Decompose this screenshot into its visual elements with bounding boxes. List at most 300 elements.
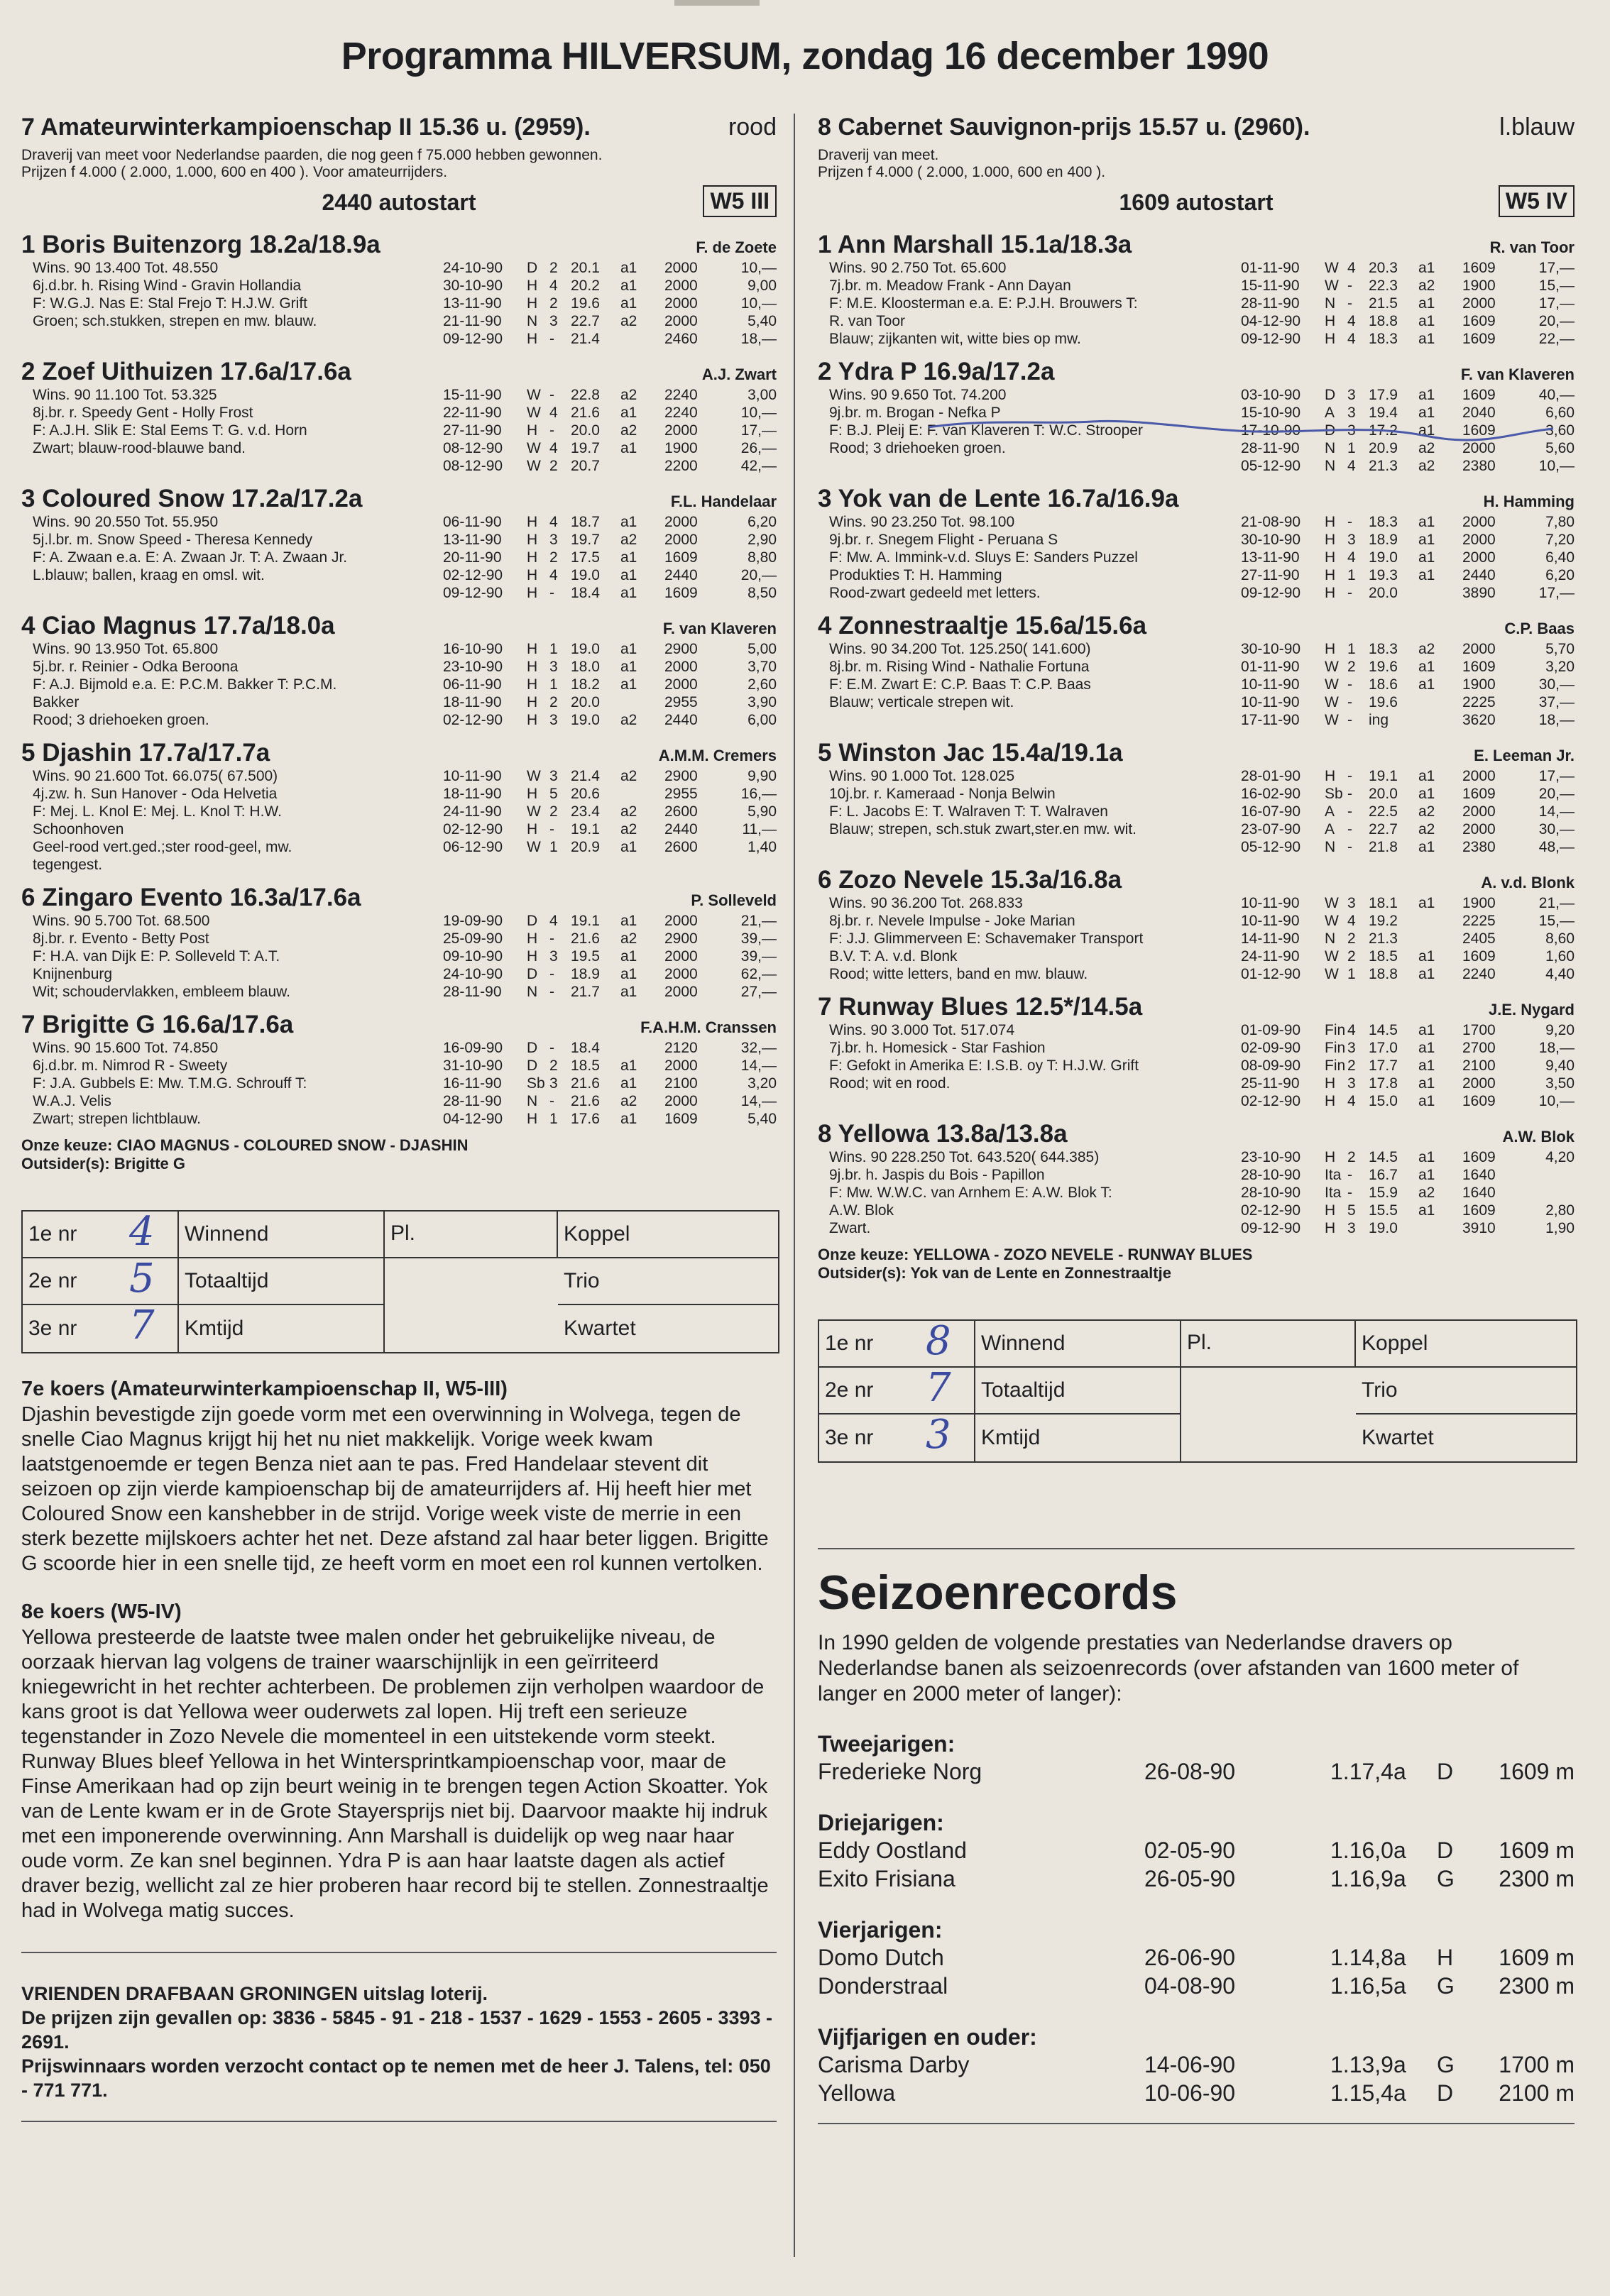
race-cell: 2,90 <box>748 532 777 548</box>
race-cell: 20.9 <box>1369 440 1398 456</box>
race-cell: a1 <box>1418 786 1435 802</box>
horse-name: 1 Ann Marshall 15.1a/18.3a <box>818 231 1132 258</box>
race-cell: 02-12-90 <box>1241 1202 1301 1219</box>
race-cell: H <box>527 786 538 802</box>
horse-name: 6 Zingaro Evento 16.3a/17.6a <box>21 884 361 911</box>
info-line: F: M.E. Kloosterman e.a. E: P.J.H. Brouwers T: <box>829 295 1138 312</box>
race-cell: H <box>527 514 538 530</box>
horse-name: 3 Coloured Snow 17.2a/17.2a <box>21 485 363 512</box>
horse-title-row <box>818 485 1575 513</box>
race-cell: - <box>549 966 554 982</box>
race-cell: 01-11-90 <box>1241 659 1300 675</box>
race-cell: 39,— <box>740 930 777 947</box>
horse-driver: E. Leeman Jr. <box>1474 747 1575 764</box>
race-cell: 2700 <box>1462 1040 1496 1056</box>
horse-driver: A.W. Blok <box>1502 1128 1575 1146</box>
race-result-row <box>443 386 777 404</box>
race-cell: 5 <box>549 786 558 802</box>
horse-body <box>21 640 777 729</box>
season-record-row <box>818 2079 1575 2107</box>
horse-title-row <box>818 358 1575 386</box>
record-cell: Domo Dutch <box>818 1945 944 1970</box>
race-cell: a1 <box>1418 659 1435 675</box>
race-cell: 39,— <box>740 948 777 965</box>
race-result-row <box>443 549 777 566</box>
race-color: l.blauw <box>1499 114 1575 141</box>
race-cell: 1640 <box>1462 1185 1496 1201</box>
race-result-row <box>443 1039 777 1057</box>
race-cell: 2240 <box>664 405 698 421</box>
race-cell: 5,00 <box>748 641 777 657</box>
race-cell: W <box>1325 278 1339 294</box>
left-column <box>21 114 777 2122</box>
horse-entry <box>21 1011 777 1128</box>
race-cell: 1609 <box>664 1111 698 1127</box>
race-cell: 3620 <box>1462 712 1496 728</box>
race-cell: W <box>527 440 541 456</box>
race-cell: N <box>1325 458 1336 474</box>
record-cell: 14-06-90 <box>1144 2052 1236 2077</box>
race-cell: 21.6 <box>571 1075 600 1092</box>
race-result-row <box>1241 803 1575 820</box>
column-divider <box>794 114 795 2257</box>
horse-name: 5 Winston Jac 15.4a/19.1a <box>818 739 1123 767</box>
race-cell: W <box>1325 948 1339 965</box>
race-cell: 19.6 <box>1369 694 1398 710</box>
race-cell: a1 <box>1418 313 1435 329</box>
info-line: Wins. 90 228.250 Tot. 643.520( 644.385) <box>829 1149 1100 1165</box>
race-cell: 18.5 <box>1369 948 1398 965</box>
race-cell: 1 <box>549 839 558 855</box>
race-cell: 2000 <box>664 984 698 1000</box>
race-result-row <box>443 838 777 856</box>
race-cell: 9,00 <box>748 278 777 294</box>
horse-title-row <box>818 1120 1575 1148</box>
record-cell: 1700 m <box>1499 2052 1575 2077</box>
race-cell: 13-11-90 <box>1241 549 1300 566</box>
record-cell: Yellowa <box>818 2080 896 2106</box>
race-cell: 4 <box>1347 313 1356 329</box>
race-result-row <box>1241 965 1575 983</box>
race-cell: 24-10-90 <box>443 260 503 276</box>
race-cell: 01-11-90 <box>1241 260 1300 276</box>
race-result-row <box>1241 277 1575 295</box>
race-header <box>818 114 1575 141</box>
race-cell: H <box>527 930 538 947</box>
race-cell: 30-10-90 <box>443 278 503 294</box>
race-cell: W <box>1325 966 1339 982</box>
race-result-row <box>1241 640 1575 658</box>
race-cell: H <box>1325 514 1336 530</box>
race-cell: N <box>527 984 538 1000</box>
horse-driver: F.A.H.M. Cranssen <box>640 1018 777 1036</box>
race-result-row <box>443 404 777 422</box>
race-cell: 17.0 <box>1369 1040 1398 1056</box>
race-title: 7 Amateurwinterkampioenschap II 15.36 u. (2959). <box>21 114 591 141</box>
race-cell: 2000 <box>664 422 698 439</box>
race-cell: 28-01-90 <box>1241 768 1301 784</box>
record-cell: 1609 m <box>1499 1759 1575 1784</box>
season-category: Driejarigen: <box>818 1810 944 1835</box>
race-cell: 19.0 <box>571 641 600 657</box>
race-cell: H <box>1325 585 1336 601</box>
result-kmtijd: Kmtijd <box>179 1305 385 1352</box>
race-cell: 2440 <box>664 567 698 583</box>
race-cell: 09-10-90 <box>443 948 503 965</box>
race-cell: 4 <box>1347 549 1356 566</box>
start-row <box>818 185 1575 221</box>
horse-name: 1 Boris Buitenzorg 18.2a/18.9a <box>21 231 380 258</box>
race-cell: - <box>549 422 554 439</box>
info-line: F: Mw. W.W.C. van Arnhem E: A.W. Blok T: <box>829 1185 1112 1201</box>
race-cell: 19.1 <box>571 913 600 929</box>
race-cell: 19.7 <box>571 532 600 548</box>
record-cell: Eddy Oostland <box>818 1838 967 1863</box>
race-cell: 1 <box>1347 440 1356 456</box>
race-cell: a2 <box>620 422 637 439</box>
race-cell: 02-12-90 <box>443 821 503 837</box>
race-cell: a2 <box>620 803 637 820</box>
info-line: Produkties T: H. Hamming <box>829 567 1002 583</box>
result-2e-label: 2e nr 5 <box>23 1258 179 1305</box>
race-cell: a1 <box>620 585 637 601</box>
race-cell: 08-12-90 <box>443 440 503 456</box>
race-cell: 16-02-90 <box>1241 786 1301 802</box>
result-3e-label: 3e nr 3 <box>819 1415 975 1461</box>
race-cell: - <box>1347 514 1352 530</box>
race-cell: 05-12-90 <box>1241 458 1301 474</box>
race-cell: 05-12-90 <box>1241 839 1301 855</box>
race-cell: 2440 <box>664 821 698 837</box>
race-cell: 21.3 <box>1369 458 1398 474</box>
race-cell: 19-09-90 <box>443 913 503 929</box>
horse-title-row <box>818 231 1575 259</box>
info-line: Wins. 90 1.000 Tot. 128.025 <box>829 768 1015 784</box>
divider <box>818 2123 1575 2124</box>
info-line: Rood; wit en rood. <box>829 1075 951 1092</box>
race-cell: 5,60 <box>1545 440 1575 456</box>
divider <box>21 2121 777 2122</box>
info-line: Schoonhoven <box>33 821 124 837</box>
race-cell: a1 <box>1418 260 1435 276</box>
race-cell: 21.4 <box>571 331 600 347</box>
race-result-row <box>443 912 777 930</box>
info-line: Wins. 90 34.200 Tot. 125.250( 141.600) <box>829 641 1091 657</box>
race-cell: 1609 <box>1462 260 1496 276</box>
info-line: 5j.l.br. m. Snow Speed - Theresa Kennedy <box>33 532 313 548</box>
race-cell: 18.8 <box>1369 966 1398 982</box>
article-8-text: Yellowa presteerde de laatste twee malen onder het gebruikelijke niveau, de oorzaak hiervan lag volgens de trainer waarschijnlijk in een geïrriteerd kniegewricht in het rechter achterbeen. De problemen zijn verholpen waardoor de kans groot is dat Yellowa weer ouderwets zal lopen. Hij treft een serieuze tegenstander in Zozo Nevele die momenteel in een uitstekende vorm steekt. Runway Blues bleef Yellowa in het Wintersprintkampioenschap voor, maar de Finse Amerikaan had op zijn beurt weinig in te brengen tegen Action Skoatter. Yok van de Lente kwam er in de Grote Stayersprijs niet bij. Daarvoor maakte hij indruk met een imponerende overwinning. Ann Marshall is duidelijk op weg naar haar oude vorm. Ze kan snel beginnen. Ydra P is aan haar laatste dagen als actief draver bezig, wellicht zal ze hier proberen haar record bij te stellen. Zonnestraaltje had in Wolvega matig succes. <box>21 1626 769 1922</box>
race-result-row <box>1241 711 1575 729</box>
lottery-heading: VRIENDEN DRAFBAAN GRONINGEN uitslag loterij. <box>21 1983 488 2004</box>
race-cell: 18.1 <box>1369 895 1398 911</box>
race-cell <box>1418 693 1462 711</box>
race-cell: 3 <box>1347 405 1356 421</box>
article-7-heading: 7e koers (Amateurwinterkampioenschap II, W5-III) <box>21 1378 508 1400</box>
race-result-row <box>1241 1219 1575 1237</box>
race-cell: a1 <box>1418 532 1435 548</box>
race-cell: Fin <box>1325 1022 1346 1038</box>
race-cell: 4 <box>1347 1022 1356 1038</box>
race-cell: H <box>527 295 538 312</box>
horse-name: 4 Zonnestraaltje 15.6a/15.6a <box>818 612 1147 639</box>
race-result-row <box>443 785 777 803</box>
record-cell: D <box>1437 2080 1454 2106</box>
race-cell: 1609 <box>664 549 698 566</box>
race-cell: N <box>1325 839 1336 855</box>
record-cell: D <box>1437 1838 1454 1863</box>
horse-info <box>21 640 437 729</box>
race-cell: 2900 <box>664 641 698 657</box>
race-cell: 10-11-90 <box>1241 676 1300 693</box>
info-line: A.W. Blok <box>829 1202 894 1219</box>
race-cell: 1900 <box>1462 676 1496 693</box>
race-cell: 2 <box>549 549 558 566</box>
result-box-7 <box>21 1210 779 1353</box>
race-cell: 2200 <box>664 458 698 474</box>
race-cell: 18.7 <box>571 514 600 530</box>
race-cell: 15.5 <box>1369 1202 1398 1219</box>
race-cell: 21-08-90 <box>1241 514 1301 530</box>
result-kwartet: Kwartet <box>564 1317 636 1340</box>
season-record-row <box>818 1757 1575 1786</box>
race-cell: 2000 <box>1462 440 1496 456</box>
race-cell: a1 <box>620 641 637 657</box>
race-result-row <box>1241 1075 1575 1092</box>
info-line: F: W.G.J. Nas E: Stal Frejo T: H.J.W. Grift <box>33 295 308 312</box>
race-cell: 2000 <box>1462 1075 1496 1092</box>
race-cell: 10-11-90 <box>1241 895 1300 911</box>
race-cell: 40,— <box>1538 387 1575 403</box>
race-cell: 23-10-90 <box>1241 1149 1301 1165</box>
race-cell: a1 <box>620 1111 637 1127</box>
race-cell: a2 <box>620 712 637 728</box>
race-cell: N <box>527 313 538 329</box>
result-pl: Pl. <box>385 1212 558 1258</box>
race-cell: 15-11-90 <box>443 387 502 403</box>
info-line: Wins. 90 5.700 Tot. 68.500 <box>33 913 210 929</box>
race-cell <box>620 693 664 711</box>
horse-driver: J.E. Nygard <box>1488 1001 1575 1018</box>
race-cell: 2000 <box>664 514 698 530</box>
race-cell: 02-12-90 <box>443 712 503 728</box>
race-cell: 20.0 <box>571 694 600 710</box>
race-cell: H <box>527 659 538 675</box>
race-result-row <box>443 947 777 965</box>
horse-title-row <box>21 739 777 767</box>
race-cell: - <box>1347 1167 1352 1183</box>
race-cell: 5,40 <box>748 313 777 329</box>
season-record-row <box>818 2050 1575 2079</box>
season-records-intro: In 1990 gelden de volgende prestaties van Nederlandse dravers op Nederlandse banen als seizoenrecords (over afstanden van 1600 meter of langer en 2000 meter of langer): <box>818 1631 1519 1705</box>
race-cell: 3 <box>549 948 558 965</box>
race-cell: 2000 <box>1462 295 1496 312</box>
race-cell: H <box>527 585 538 601</box>
race-cell <box>620 330 664 348</box>
race-cell: 19.0 <box>571 712 600 728</box>
race-cell: 3 <box>549 313 558 329</box>
race-result-row <box>443 330 777 348</box>
race-cell: 21,— <box>1538 895 1575 911</box>
info-line: 4j.zw. h. Sun Hanover - Oda Helvetia <box>33 786 278 802</box>
result-pl: Pl. <box>1181 1321 1356 1368</box>
info-line: Bakker <box>33 694 80 710</box>
race-cell: 2900 <box>664 768 698 784</box>
race-cell: 02-12-90 <box>443 567 503 583</box>
info-line: Rood; witte letters, band en mw. blauw. <box>829 966 1088 982</box>
race-cell: 4,40 <box>1545 966 1575 982</box>
race-cell: a1 <box>1418 405 1435 421</box>
race-cell: H <box>527 278 538 294</box>
race-cell: 2000 <box>1462 641 1496 657</box>
race-cell: 2040 <box>1462 405 1496 421</box>
race-cell: 17.6 <box>571 1111 600 1127</box>
race-result-row <box>1241 676 1575 693</box>
race-cell: 18.0 <box>571 659 600 675</box>
race-cell: 2000 <box>664 1058 698 1074</box>
race-cell: a1 <box>1418 839 1435 855</box>
race-cell: H <box>1325 768 1336 784</box>
race-cell: H <box>527 948 538 965</box>
race-cell: 2000 <box>1462 803 1496 820</box>
race-cell: 1 <box>1347 567 1356 583</box>
race-result-row <box>443 1057 777 1075</box>
race-result-row <box>1241 894 1575 912</box>
record-cell: D <box>1437 1759 1454 1784</box>
handwritten-number: 5 <box>129 1256 155 1302</box>
race-cell: 48,— <box>1538 839 1575 855</box>
race-cell: 15,— <box>1538 278 1575 294</box>
race-cell: a1 <box>620 948 637 965</box>
horse-info <box>818 1021 1234 1110</box>
race-cell: 1 <box>549 641 558 657</box>
horse-title-row <box>818 993 1575 1021</box>
horse-body <box>21 1039 777 1128</box>
horse-title-row <box>21 612 777 640</box>
info-line: 6j.d.br. h. Rising Wind - Gravin Hollandia <box>33 278 302 294</box>
info-line: F: Mej. L. Knol E: Mej. L. Knol T: H.W. <box>33 803 282 820</box>
race-cell: 20.0 <box>1369 786 1398 802</box>
race-cell: a1 <box>620 278 637 294</box>
race-cell: 25-11-90 <box>1241 1075 1300 1092</box>
race-cell: H <box>527 1111 538 1127</box>
race-result-row <box>1241 912 1575 930</box>
season-record-row <box>818 1864 1575 1893</box>
race-cell: 2000 <box>664 966 698 982</box>
race-cell: 2000 <box>664 676 698 693</box>
record-cell: G <box>1437 2052 1455 2077</box>
race-cell: 19.6 <box>571 295 600 312</box>
race-cell: a1 <box>620 966 637 982</box>
race-cell: 2 <box>1347 1149 1356 1165</box>
race-result-row <box>1241 693 1575 711</box>
race-cell: Ita <box>1325 1167 1342 1183</box>
race-cell: 2 <box>549 1058 558 1074</box>
race-result-row <box>1241 1166 1575 1184</box>
info-line: F: J.J. Glimmerveen E: Schavemaker Transport <box>829 930 1144 947</box>
race-cell: a1 <box>620 260 637 276</box>
race-cell: 19.2 <box>1369 913 1398 929</box>
race-cell: 1609 <box>1462 331 1496 347</box>
race-cell: 10,— <box>1538 1093 1575 1109</box>
condition-line: Draverij van meet voor Nederlandse paarden, die nog geen f 75.000 hebben gewonnen. <box>21 147 603 163</box>
race-result-row <box>1241 1039 1575 1057</box>
outsider-line: Outsider(s): Brigitte G <box>21 1155 186 1172</box>
horse-entry <box>818 231 1575 348</box>
race-cell: - <box>1347 694 1352 710</box>
horse-title-row <box>21 884 777 912</box>
result-kwartet: Kwartet <box>1362 1426 1434 1449</box>
race-cell: a1 <box>1418 895 1435 911</box>
race-cell: 21.7 <box>571 984 600 1000</box>
race-cell: 10-11-90 <box>1241 694 1300 710</box>
race-result-row <box>443 277 777 295</box>
race-result-row <box>1241 531 1575 549</box>
race-cell: a2 <box>1418 641 1435 657</box>
divider <box>21 1952 777 1953</box>
race-result-row <box>443 1092 777 1110</box>
race-cell: - <box>1347 278 1352 294</box>
info-line: F: J.A. Gubbels E: Mw. T.M.G. Schrouff T: <box>33 1075 307 1092</box>
race-cell: 2 <box>1347 930 1356 947</box>
race-cell: 20,— <box>1538 786 1575 802</box>
race-cell: W <box>1325 659 1339 675</box>
article-8-heading: 8e koers (W5-IV) <box>21 1600 182 1623</box>
info-line: 9j.br. r. Snegem Flight - Peruana S <box>829 532 1058 548</box>
race-result-row <box>443 439 777 457</box>
race-cell: 3,90 <box>748 694 777 710</box>
race-cell: 17.8 <box>1369 1075 1398 1092</box>
info-line: L.blauw; ballen, kraag en omsl. wit. <box>33 567 265 583</box>
info-line: 6j.d.br. m. Nimrod R - Sweety <box>33 1058 228 1074</box>
race-cell: H <box>1325 1202 1336 1219</box>
race-cell: 15-11-90 <box>1241 278 1300 294</box>
race-cell: 22,— <box>1538 331 1575 347</box>
race-result-row <box>443 930 777 947</box>
race-result-row <box>443 820 777 838</box>
race-cell: 18.3 <box>1369 331 1398 347</box>
race-cell: 21.6 <box>571 930 600 947</box>
race-cell: 22.8 <box>571 387 600 403</box>
horse-entry <box>818 993 1575 1110</box>
race-cell: 06-11-90 <box>443 514 502 530</box>
race-cell: 2000 <box>664 278 698 294</box>
condition-line: Prijzen f 4.000 ( 2.000, 1.000, 600 en 400 ). <box>818 164 1106 180</box>
recent-races <box>1241 1021 1575 1110</box>
race-cell: a2 <box>1418 458 1435 474</box>
race-result-row <box>1241 259 1575 277</box>
horse-driver: F.L. Handelaar <box>670 493 777 510</box>
race-cell: 17,— <box>1538 295 1575 312</box>
outsider-line: Outsider(s): Yok van de Lente en Zonnestraaltje <box>818 1264 1171 1282</box>
race-cell: 2955 <box>664 694 698 710</box>
race-cell: 2000 <box>1462 532 1496 548</box>
info-line: Wins. 90 15.600 Tot. 74.850 <box>33 1040 219 1056</box>
info-line: 5j.br. r. Reinier - Odka Beroona <box>33 659 239 675</box>
pen-strike-line <box>929 412 1553 454</box>
recent-races <box>1241 894 1575 983</box>
race-cell: a2 <box>1418 440 1435 456</box>
info-line: R. van Toor <box>829 313 905 329</box>
race-cell: D <box>1325 387 1336 403</box>
race-cell: 15,— <box>1538 913 1575 929</box>
race-cell: 22.3 <box>1369 278 1398 294</box>
race-cell: 10,— <box>740 260 777 276</box>
race-cell: 32,— <box>740 1040 777 1056</box>
horse-entry <box>818 866 1575 983</box>
race-cell: 1609 <box>1462 659 1496 675</box>
our-choice <box>21 1136 777 1173</box>
